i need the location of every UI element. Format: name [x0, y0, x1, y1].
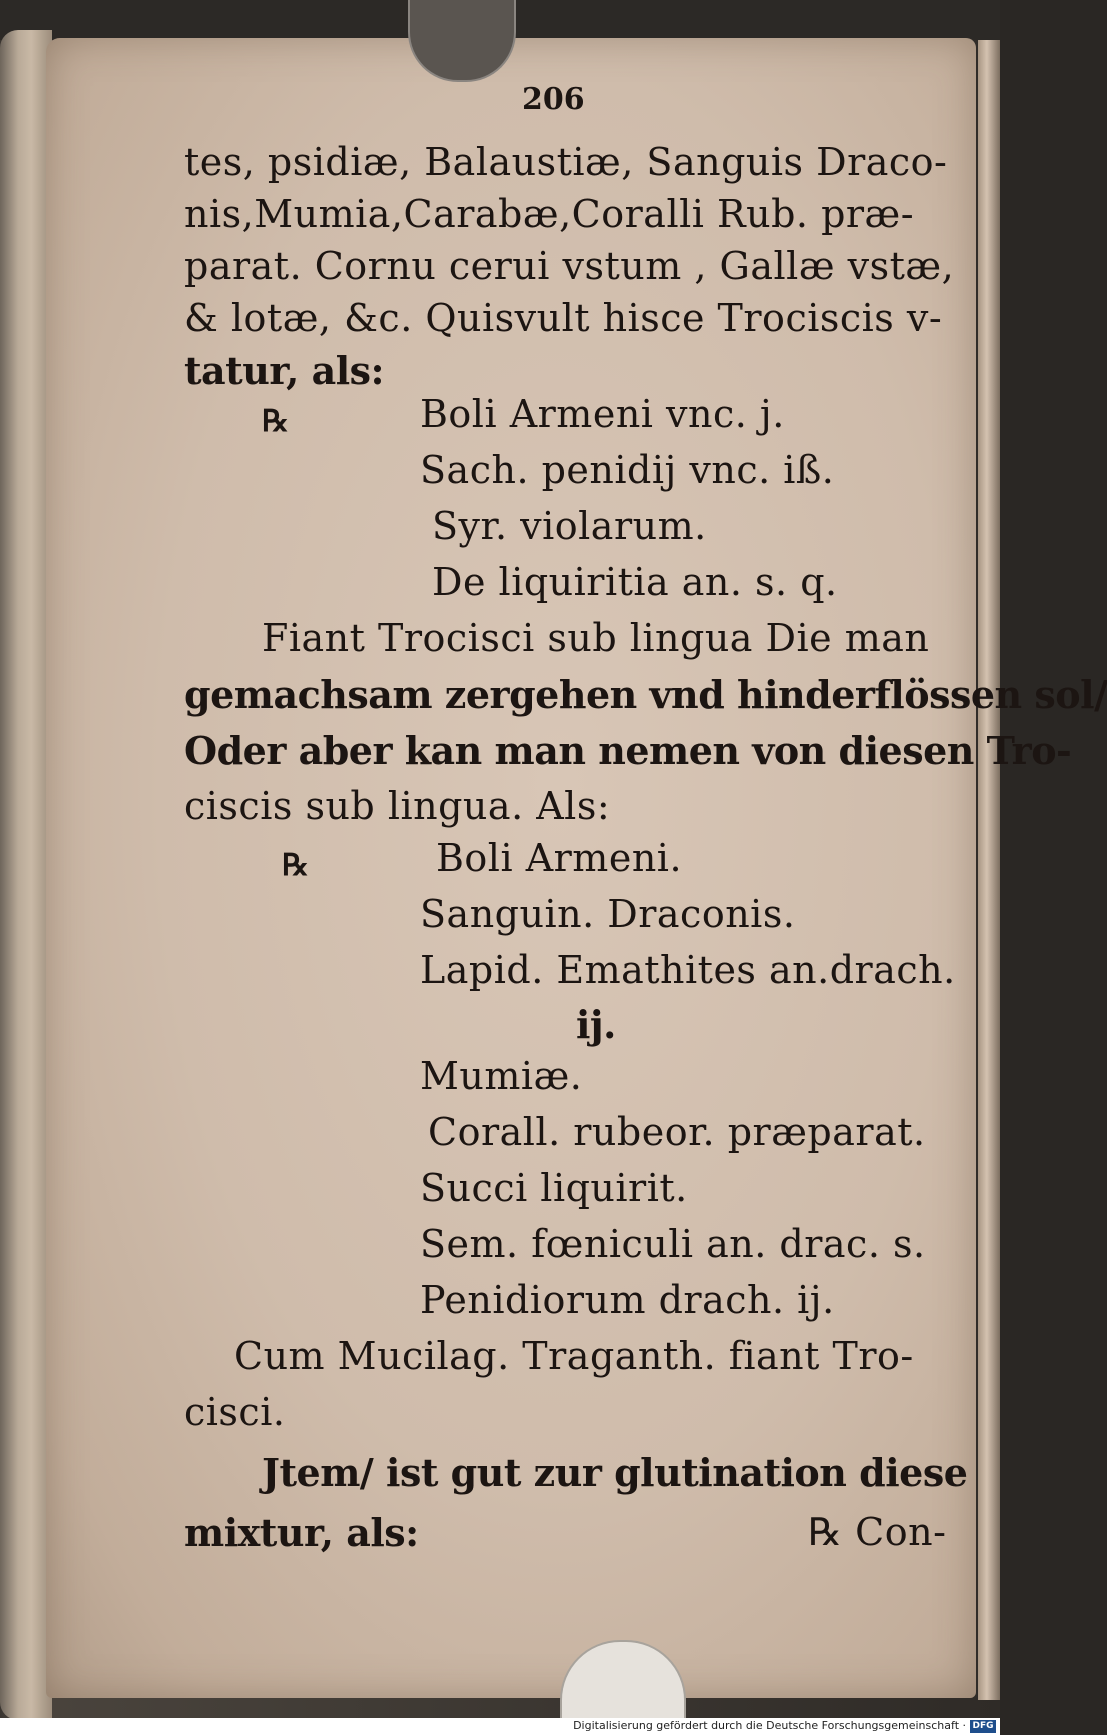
recipe-item: Corall. rubeor. præparat. — [428, 1110, 926, 1154]
recipe-item: Sach. penidij vnc. iß. — [420, 448, 835, 492]
recipe-item: Penidiorum drach. ij. — [420, 1278, 835, 1322]
text-line-1: tes, psidiæ, Balaustiæ, Sanguis Draco- — [184, 140, 948, 184]
book-right-edge — [978, 40, 1000, 1700]
footer-credit: Digitalisierung gefördert durch die Deutsche Forschungsgemeinschaft · — [573, 1719, 966, 1732]
catchword: ℞ Con- — [808, 1510, 947, 1554]
text-line-6: Fiant Trocisci sub lingua Die man — [262, 616, 930, 660]
recipe-item: Syr. violarum. — [432, 504, 707, 548]
recipe-item: Boli Armeni vnc. j. — [420, 392, 785, 436]
text-line-9: ciscis sub lingua. Als: — [184, 784, 611, 828]
text-line-7: gemachsam zergehen vnd hinderflössen sol/ — [184, 672, 1107, 717]
book-page-edges — [0, 30, 52, 1720]
recipe-symbol: ℞ — [262, 404, 290, 439]
page-number: 206 — [522, 82, 585, 117]
recipe-item: ij. — [576, 1002, 616, 1047]
text-line-4: & lotæ, &c. Quisvult hisce Trociscis v- — [184, 296, 943, 340]
recipe-item: De liquiritia an. s. q. — [432, 560, 838, 604]
text-line-10: Cum Mucilag. Traganth. fiant Tro- — [234, 1334, 914, 1378]
recipe-item: Sanguin. Draconis. — [420, 892, 796, 936]
text-line-11: cisci. — [184, 1390, 286, 1434]
recipe-item: Mumiæ. — [420, 1054, 583, 1098]
dfg-logo: DFG — [970, 1720, 996, 1733]
text-line-5: tatur, als: — [184, 348, 385, 393]
recipe-item: Lapid. Emathites an.drach. — [420, 948, 956, 992]
recipe-item: Succi liquirit. — [420, 1166, 688, 1210]
recipe-symbol: ℞ — [282, 848, 310, 883]
text-line-12: Jtem/ ist gut zur glutination diese — [262, 1450, 968, 1495]
text-line-8: Oder aber kan man nemen von diesen Tro- — [184, 728, 1072, 773]
recipe-item: Boli Armeni. — [436, 836, 683, 880]
text-line-3: parat. Cornu cerui vstum , Gallæ vstæ, — [184, 244, 955, 288]
text-line-13: mixtur, als: — [184, 1510, 419, 1555]
text-line-2: nis,Mumia,Carabæ,Coralli Rub. præ- — [184, 192, 915, 236]
recipe-item: Sem. fœniculi an. drac. s. — [420, 1222, 926, 1266]
